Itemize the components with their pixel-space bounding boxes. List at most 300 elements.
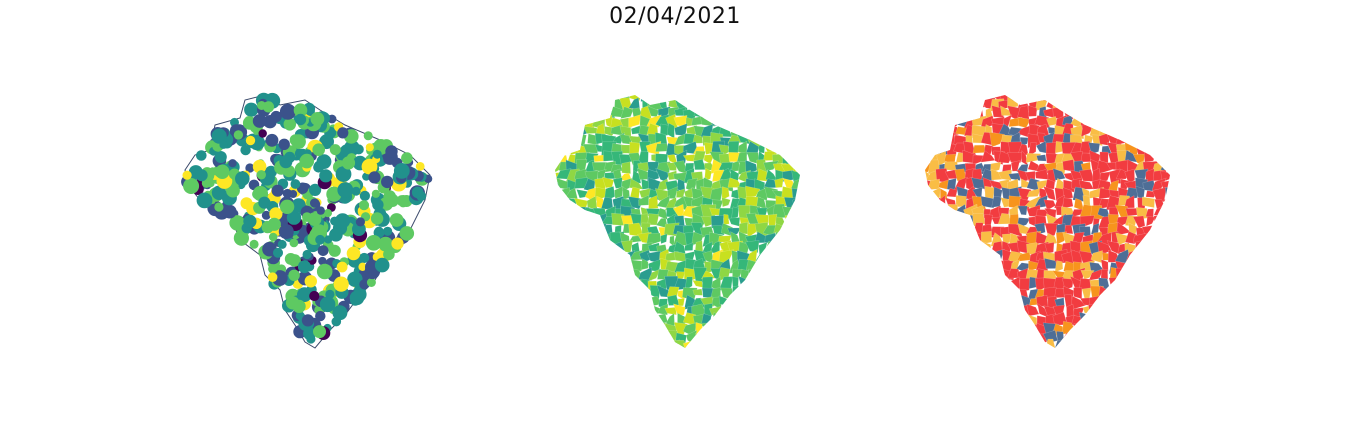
region-cell <box>767 133 776 147</box>
region-cell <box>954 304 968 317</box>
region-cell <box>766 324 779 337</box>
region-cell <box>983 322 996 337</box>
region-cell <box>801 200 812 210</box>
region-cell <box>693 344 706 353</box>
region-cell <box>945 339 958 353</box>
region-cell <box>1135 127 1145 138</box>
region-cell <box>774 88 788 103</box>
municipality-point <box>367 278 376 287</box>
region-cell <box>1163 250 1176 264</box>
region-cell <box>597 323 604 336</box>
municipality-point <box>329 245 341 257</box>
region-cell <box>927 243 941 252</box>
region-cell <box>1071 339 1084 350</box>
region-cell <box>799 315 812 326</box>
municipality-point <box>313 162 324 173</box>
region-cell <box>548 288 558 301</box>
region-cell <box>1017 91 1031 101</box>
region-cell <box>1134 299 1144 309</box>
region-cell <box>557 250 572 265</box>
region-cell <box>984 268 994 281</box>
region-cell <box>775 330 786 346</box>
region-cell <box>1133 332 1148 344</box>
municipality-point <box>240 145 250 155</box>
region-cell <box>802 306 811 317</box>
region-cell <box>549 353 562 360</box>
region-cell <box>1161 297 1175 310</box>
region-cell <box>1135 240 1145 251</box>
region-cell <box>729 98 739 111</box>
region-cell <box>917 188 932 198</box>
region-cell <box>773 291 786 300</box>
region-cell <box>594 342 606 355</box>
region-cell <box>999 307 1009 319</box>
region-cell <box>964 234 978 242</box>
municipality-point <box>375 258 390 273</box>
region-cell <box>947 281 960 289</box>
region-cell <box>1001 341 1014 353</box>
region-cell <box>587 105 599 120</box>
region-cell <box>777 313 788 327</box>
region-cell <box>946 304 957 319</box>
region-cell <box>602 272 617 283</box>
region-cell <box>1156 294 1163 307</box>
region-cell <box>1016 349 1031 364</box>
region-cell <box>763 277 777 289</box>
region-cell <box>1160 223 1175 233</box>
region-cell <box>965 276 975 290</box>
region-cell <box>576 235 587 245</box>
region-cell <box>1009 305 1020 315</box>
region-cell <box>548 313 562 324</box>
region-cell <box>1161 114 1175 126</box>
region-cell <box>1162 106 1172 120</box>
region-cell <box>1016 322 1029 336</box>
region-cell <box>585 261 598 272</box>
region-cell <box>620 277 635 291</box>
region-cell <box>687 98 694 108</box>
region-cell <box>548 270 561 283</box>
region-cell <box>1170 133 1181 145</box>
region-cell <box>1116 333 1128 344</box>
region-cell <box>763 115 776 128</box>
region-cell <box>1009 351 1021 362</box>
region-cell <box>574 352 589 361</box>
region-cell <box>1162 92 1175 100</box>
region-cell <box>918 205 932 219</box>
region-cell <box>1170 242 1184 256</box>
region-cell <box>1064 341 1075 355</box>
region-cell <box>614 89 623 99</box>
region-cell <box>1151 114 1166 129</box>
region-cell <box>971 323 986 337</box>
region-cell <box>1037 155 1047 162</box>
region-cell <box>1153 145 1163 155</box>
region-cell <box>1035 350 1047 363</box>
region-cell <box>1099 344 1113 352</box>
region-cell <box>1145 97 1155 111</box>
region-cell <box>775 267 789 279</box>
region-cell <box>559 289 568 300</box>
municipality-point <box>303 250 312 259</box>
region-cell <box>576 313 588 324</box>
region-cell <box>936 286 950 299</box>
region-cell <box>1062 96 1075 108</box>
region-cell <box>1089 97 1102 110</box>
region-cell <box>1138 97 1146 108</box>
region-cell <box>550 244 562 256</box>
region-cell <box>1018 206 1027 215</box>
region-cell <box>547 117 562 129</box>
region-cell <box>1153 325 1165 331</box>
municipality-point <box>329 228 343 242</box>
region-cell <box>557 197 571 211</box>
region-cell <box>741 96 750 110</box>
region-cell <box>641 349 653 363</box>
region-cell <box>957 313 968 328</box>
region-cell <box>629 348 642 364</box>
region-cell <box>638 298 650 306</box>
region-cell <box>586 332 597 346</box>
municipality-point <box>252 189 262 199</box>
region-cell <box>803 172 814 184</box>
municipality-point <box>268 272 278 282</box>
region-cell <box>756 105 769 116</box>
region-cell <box>918 340 933 351</box>
region-cell <box>786 315 797 325</box>
region-cell <box>955 286 969 298</box>
municipality-point <box>366 143 374 151</box>
region-cell <box>731 304 743 317</box>
region-cell <box>782 125 792 137</box>
region-cell <box>989 324 1001 337</box>
region-cell <box>976 294 985 308</box>
region-cell <box>570 205 576 219</box>
region-cell <box>748 314 757 324</box>
region-cell <box>709 89 724 100</box>
region-cell <box>631 315 644 324</box>
region-cell <box>1172 89 1185 102</box>
region-cell <box>1135 272 1144 281</box>
region-cell <box>556 269 571 280</box>
region-cell <box>782 116 797 126</box>
region-cell <box>963 313 976 327</box>
region-cell <box>794 141 805 153</box>
region-cell <box>927 233 941 246</box>
region-cell <box>1134 88 1149 100</box>
region-cell <box>939 351 950 363</box>
region-cell <box>724 214 730 225</box>
region-cell <box>781 350 793 361</box>
region-cell <box>756 286 764 297</box>
region-cell <box>971 315 985 325</box>
region-cell <box>1154 215 1164 227</box>
region-cell <box>1170 105 1183 118</box>
municipality-point <box>337 182 353 198</box>
region-cell <box>574 251 586 265</box>
region-cell <box>629 289 642 300</box>
region-cell <box>1147 306 1158 317</box>
region-cell <box>1115 133 1129 145</box>
region-cell <box>1147 315 1158 325</box>
region-cell <box>1163 287 1175 301</box>
region-cell <box>792 314 806 327</box>
region-cell <box>775 99 785 108</box>
region-cell <box>1054 340 1067 353</box>
region-cell <box>736 105 752 118</box>
region-cell <box>921 314 930 326</box>
region-cell <box>1110 343 1121 354</box>
region-cell <box>1156 279 1167 290</box>
municipality-point <box>279 155 292 168</box>
region-cell <box>935 99 950 111</box>
region-cell <box>1170 162 1185 172</box>
region-cell <box>612 261 624 274</box>
region-cell <box>1072 352 1083 363</box>
region-cell <box>801 276 814 292</box>
region-cell <box>1174 286 1183 301</box>
region-cell <box>1025 314 1037 328</box>
region-cell <box>558 235 571 243</box>
region-cell <box>784 299 795 306</box>
region-cell <box>585 287 596 300</box>
region-cell <box>945 215 959 226</box>
region-cell <box>647 340 658 353</box>
region-cell <box>921 152 932 163</box>
region-cell <box>999 331 1011 342</box>
region-cell <box>918 116 930 130</box>
municipality-point <box>295 114 306 125</box>
region-cell <box>1173 170 1184 183</box>
region-cell <box>1016 339 1030 353</box>
region-cell <box>792 323 806 335</box>
region-cell <box>747 116 761 129</box>
region-cell <box>946 332 960 346</box>
region-cell <box>550 343 561 353</box>
region-cell <box>774 243 787 255</box>
region-cell <box>550 107 559 120</box>
region-cell <box>1169 189 1185 200</box>
region-cell <box>578 297 590 308</box>
region-cell <box>732 286 739 298</box>
region-cell <box>972 333 986 343</box>
municipality-point <box>315 235 325 245</box>
region-cell <box>953 234 968 245</box>
region-cell <box>729 115 740 129</box>
region-cell <box>940 333 950 346</box>
region-cell <box>1063 198 1073 209</box>
region-cell <box>1161 260 1173 272</box>
region-cell <box>785 231 794 246</box>
municipality-point <box>223 205 237 219</box>
region-cell <box>765 314 775 326</box>
region-cell <box>998 314 1013 327</box>
region-cell <box>1109 313 1122 324</box>
region-cell <box>776 106 785 117</box>
region-cell <box>614 343 624 352</box>
region-cell <box>957 107 967 116</box>
region-cell <box>1129 117 1140 125</box>
region-cell <box>953 224 968 235</box>
region-cell <box>801 136 815 148</box>
region-cell <box>613 277 624 291</box>
municipality-point <box>318 245 329 256</box>
region-cell <box>801 101 812 110</box>
region-cell <box>668 87 677 102</box>
region-cell <box>765 341 775 351</box>
region-cell <box>611 298 624 309</box>
region-cell <box>982 258 994 273</box>
region-cell <box>1155 87 1164 102</box>
region-cell <box>1108 305 1122 319</box>
region-cell <box>1134 114 1149 126</box>
region-cell <box>566 242 578 254</box>
region-cell <box>945 261 959 274</box>
region-cell <box>954 260 966 271</box>
region-cell <box>785 215 795 227</box>
region-cell <box>766 332 776 345</box>
region-cell <box>747 299 760 306</box>
region-cell <box>592 351 606 362</box>
region-cell <box>800 116 812 128</box>
municipality-point <box>313 325 326 338</box>
municipality-point <box>334 277 349 292</box>
region-cell <box>551 276 560 291</box>
region-cell <box>756 342 770 354</box>
region-cell <box>989 280 1002 292</box>
region-cell <box>782 343 796 351</box>
region-cell <box>1145 349 1155 361</box>
municipality-point <box>196 150 207 161</box>
region-cell <box>678 299 685 307</box>
region-cell <box>946 285 959 300</box>
region-cell <box>701 343 713 353</box>
region-cell <box>1124 340 1140 352</box>
region-cell <box>1129 97 1138 112</box>
region-cell <box>1117 115 1129 130</box>
region-cell <box>748 87 761 103</box>
region-cell <box>727 106 738 120</box>
region-cell <box>1109 322 1118 337</box>
region-cell <box>981 312 992 323</box>
region-cell <box>1144 151 1157 162</box>
region-cell <box>593 290 608 300</box>
region-cell <box>1071 88 1085 102</box>
region-cell <box>781 289 796 301</box>
region-cell <box>569 269 580 280</box>
region-cell <box>730 333 740 346</box>
region-cell <box>565 280 576 287</box>
region-cell <box>995 313 1005 324</box>
region-cell <box>955 268 964 282</box>
region-cell <box>756 306 770 317</box>
region-cell <box>802 343 810 352</box>
region-cell <box>939 271 946 282</box>
region-cell <box>1144 297 1156 307</box>
region-cell <box>691 350 703 361</box>
region-cell <box>547 151 561 164</box>
region-cell <box>667 123 674 139</box>
region-cell <box>917 240 930 254</box>
region-cell <box>719 332 734 343</box>
region-cell <box>579 115 590 126</box>
region-cell <box>965 241 977 253</box>
choropleth-map-svg <box>540 80 840 370</box>
region-cell <box>615 315 624 325</box>
region-cell <box>772 351 786 364</box>
region-cell <box>792 268 805 281</box>
municipality-point <box>390 213 404 227</box>
region-cell <box>935 249 950 264</box>
region-cell <box>948 204 959 219</box>
region-cell <box>711 107 720 121</box>
region-cell <box>972 349 985 360</box>
region-cell <box>965 304 978 316</box>
region-cell <box>673 352 688 363</box>
region-cell <box>801 285 814 296</box>
region-cell <box>955 332 968 344</box>
municipality-point <box>337 127 348 138</box>
municipality-point <box>330 144 341 155</box>
region-cell <box>954 98 968 111</box>
points-map-svg <box>170 80 470 370</box>
region-cell <box>773 118 784 127</box>
region-cell <box>926 90 940 100</box>
region-cell <box>766 88 775 98</box>
region-cell <box>1156 133 1165 145</box>
region-cell <box>801 260 815 275</box>
region-cell <box>1164 279 1175 292</box>
region-cell <box>919 88 929 100</box>
region-cell <box>560 224 571 236</box>
region-cell <box>658 348 668 358</box>
region-cell <box>1144 235 1156 247</box>
region-cell <box>800 273 815 282</box>
region-cell <box>1163 209 1174 217</box>
figure-title: 02/04/2021 <box>609 4 741 29</box>
region-cell <box>1152 353 1165 362</box>
region-cell <box>602 304 615 319</box>
region-cell <box>612 331 622 342</box>
region-cell <box>700 334 716 346</box>
municipality-point <box>266 134 279 147</box>
region-cell <box>1152 101 1167 109</box>
region-cell <box>568 323 579 333</box>
region-cell <box>937 123 948 135</box>
region-cell <box>1142 142 1155 152</box>
region-cell <box>917 260 932 272</box>
municipality-points <box>181 93 432 344</box>
region-cell <box>755 322 768 333</box>
region-cell <box>962 353 976 360</box>
region-cell <box>557 314 568 327</box>
region-cell <box>1063 160 1075 172</box>
region-cell <box>982 332 995 345</box>
municipality-point <box>257 101 266 110</box>
region-cell <box>801 189 812 198</box>
municipality-point <box>298 260 311 273</box>
region-cell <box>1152 289 1163 300</box>
region-cell <box>958 215 968 229</box>
region-cell <box>783 334 797 343</box>
region-cell <box>963 340 976 354</box>
region-cell <box>1083 326 1094 334</box>
municipality-point <box>317 206 325 214</box>
region-cell <box>720 307 733 319</box>
region-cell <box>1127 306 1140 317</box>
region-cell <box>692 88 706 100</box>
region-cell <box>641 322 651 334</box>
